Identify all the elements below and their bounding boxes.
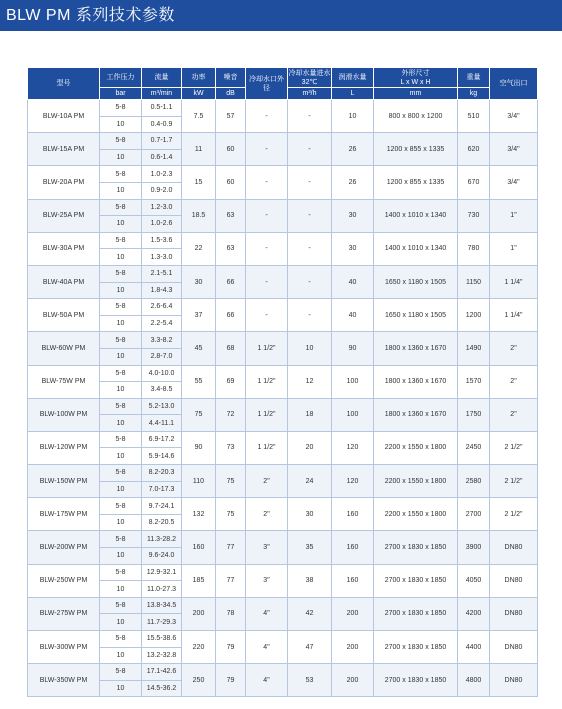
air-outlet-cell: 2" [490,332,538,365]
air-outlet-cell: DN80 [490,531,538,564]
pressure-cell: 5-8 [100,398,142,415]
flow-cell: 11.0-27.3 [142,581,182,598]
cooling-outlet-cell: 4" [246,631,288,664]
flow-cell: 8.2-20.3 [142,465,182,482]
flow-cell: 2.2-5.4 [142,315,182,332]
flow-cell: 2.1-5.1 [142,265,182,282]
weight-cell: 670 [458,166,490,199]
table-row [28,597,538,630]
weight-cell: 620 [458,133,490,166]
weight-cell: 4400 [458,631,490,664]
unit-power: kW [182,88,216,100]
pressure-cell: 10 [100,149,142,166]
table-row [28,431,538,464]
unit-pressure: bar [100,88,142,100]
lube-water-cell: 200 [332,631,374,664]
lube-water-cell: 200 [332,597,374,630]
cooling-water-cell: - [288,265,332,298]
model-cell: BLW-75W PM [28,365,100,398]
table-row [28,100,538,133]
cooling-water-cell: 18 [288,398,332,431]
lube-water-cell: 30 [332,232,374,265]
weight-cell: 1570 [458,365,490,398]
pressure-cell: 5-8 [100,564,142,581]
cooling-water-cell: 38 [288,564,332,597]
spec-table [27,67,538,697]
flow-cell: 12.9-32.1 [142,564,182,581]
cooling-outlet-cell: 1 1/2" [246,398,288,431]
model-cell: BLW-350W PM [28,664,100,697]
weight-cell: 4050 [458,564,490,597]
lube-water-cell: 100 [332,398,374,431]
lube-water-cell: 100 [332,365,374,398]
model-cell: BLW-100W PM [28,398,100,431]
noise-cell: 60 [216,166,246,199]
dimensions-cell: 1800 x 1360 x 1670 [374,398,458,431]
lube-water-cell: 120 [332,465,374,498]
noise-cell: 63 [216,199,246,232]
cooling-outlet-cell: - [246,199,288,232]
lube-water-cell: 200 [332,664,374,697]
pressure-cell: 10 [100,382,142,399]
air-outlet-cell: DN80 [490,664,538,697]
weight-cell: 2580 [458,465,490,498]
cooling-water-cell: - [288,299,332,332]
flow-cell: 2.8-7.0 [142,348,182,365]
lube-water-cell: 90 [332,332,374,365]
model-cell: BLW-60W PM [28,332,100,365]
cooling-outlet-cell: 1 1/2" [246,365,288,398]
cooling-water-cell: 24 [288,465,332,498]
pressure-cell: 5-8 [100,365,142,382]
flow-cell: 1.0-2.6 [142,216,182,233]
flow-cell: 11.7-29.3 [142,614,182,631]
model-cell: BLW-40A PM [28,265,100,298]
pressure-cell: 10 [100,581,142,598]
header-dimensions [374,68,458,88]
cooling-outlet-cell: - [246,265,288,298]
cooling-outlet-cell: 3" [246,531,288,564]
noise-cell: 79 [216,631,246,664]
flow-cell: 13.8-34.5 [142,597,182,614]
weight-cell: 2700 [458,498,490,531]
power-cell: 110 [182,465,216,498]
pressure-cell: 5-8 [100,332,142,349]
pressure-cell: 5-8 [100,166,142,183]
noise-cell: 75 [216,498,246,531]
air-outlet-cell: 1 1/4" [490,299,538,332]
header-dimensions-sub: L x W x H [400,78,431,86]
table-row [28,232,538,265]
table-row [28,631,538,664]
flow-cell: 1.8-4.3 [142,282,182,299]
dimensions-cell: 2200 x 1550 x 1800 [374,431,458,464]
pressure-cell: 5-8 [100,531,142,548]
noise-cell: 66 [216,265,246,298]
power-cell: 160 [182,531,216,564]
header-dimensions-label: 外形尺寸 [401,69,430,77]
pressure-cell: 5-8 [100,265,142,282]
flow-cell: 6.9-17.2 [142,431,182,448]
model-cell: BLW-300W PM [28,631,100,664]
power-cell: 250 [182,664,216,697]
power-cell: 15 [182,166,216,199]
flow-cell: 15.5-38.6 [142,631,182,648]
dimensions-cell: 1200 x 855 x 1335 [374,166,458,199]
flow-cell: 0.9-2.0 [142,182,182,199]
lube-water-cell: 30 [332,199,374,232]
cooling-outlet-cell: - [246,232,288,265]
pressure-cell: 10 [100,548,142,565]
air-outlet-cell: 1" [490,232,538,265]
cooling-water-cell: 12 [288,365,332,398]
cooling-outlet-cell: 3" [246,564,288,597]
model-cell: BLW-30A PM [28,232,100,265]
pressure-cell: 10 [100,182,142,199]
dimensions-cell: 1650 x 1180 x 1505 [374,299,458,332]
noise-cell: 73 [216,431,246,464]
flow-cell: 9.6-24.0 [142,548,182,565]
flow-cell: 4.4-11.1 [142,415,182,432]
dimensions-cell: 800 x 800 x 1200 [374,100,458,133]
lube-water-cell: 160 [332,498,374,531]
air-outlet-cell: DN80 [490,564,538,597]
flow-cell: 7.0-17.3 [142,481,182,498]
table-row [28,498,538,531]
noise-cell: 77 [216,564,246,597]
power-cell: 55 [182,365,216,398]
power-cell: 22 [182,232,216,265]
noise-cell: 72 [216,398,246,431]
pressure-cell: 5-8 [100,299,142,316]
model-cell: BLW-25A PM [28,199,100,232]
lube-water-cell: 40 [332,265,374,298]
pressure-cell: 10 [100,282,142,299]
air-outlet-cell: 3/4" [490,133,538,166]
model-cell: BLW-20A PM [28,166,100,199]
power-cell: 11 [182,133,216,166]
cooling-outlet-cell: - [246,299,288,332]
unit-lube-water: L [332,88,374,100]
dimensions-cell: 2200 x 1550 x 1800 [374,465,458,498]
power-cell: 90 [182,431,216,464]
table-row [28,564,538,597]
pressure-cell: 5-8 [100,465,142,482]
header-noise: 噪音 [216,68,246,88]
cooling-water-cell: - [288,133,332,166]
unit-cooling-water: m³/h [288,88,332,100]
weight-cell: 4200 [458,597,490,630]
cooling-water-cell: 42 [288,597,332,630]
model-cell: BLW-15A PM [28,133,100,166]
flow-cell: 13.2-32.8 [142,647,182,664]
header-weight: 重量 [458,68,490,88]
dimensions-cell: 1400 x 1010 x 1340 [374,199,458,232]
cooling-water-cell: - [288,199,332,232]
flow-cell: 17.1-42.6 [142,664,182,681]
flow-cell: 1.0-2.3 [142,166,182,183]
model-cell: BLW-50A PM [28,299,100,332]
pressure-cell: 5-8 [100,597,142,614]
cooling-water-cell: 53 [288,664,332,697]
pressure-cell: 10 [100,415,142,432]
pressure-cell: 10 [100,249,142,266]
weight-cell: 4800 [458,664,490,697]
lube-water-cell: 26 [332,166,374,199]
noise-cell: 63 [216,232,246,265]
flow-cell: 0.4-0.9 [142,116,182,133]
cooling-outlet-cell: 1 1/2" [246,332,288,365]
pressure-cell: 5-8 [100,631,142,648]
lube-water-cell: 40 [332,299,374,332]
cooling-outlet-cell: 4" [246,597,288,630]
cooling-outlet-cell: 4" [246,664,288,697]
header-flow: 流量 [142,68,182,88]
noise-cell: 77 [216,531,246,564]
cooling-water-cell: - [288,100,332,133]
pressure-cell: 10 [100,514,142,531]
cooling-outlet-cell: - [246,133,288,166]
flow-cell: 14.5-36.2 [142,680,182,697]
dimensions-cell: 2700 x 1830 x 1850 [374,597,458,630]
pressure-cell: 10 [100,481,142,498]
lube-water-cell: 160 [332,531,374,564]
cooling-water-cell: - [288,232,332,265]
weight-cell: 730 [458,199,490,232]
pressure-cell: 5-8 [100,133,142,150]
table-row [28,465,538,498]
dimensions-cell: 1800 x 1360 x 1670 [374,332,458,365]
power-cell: 75 [182,398,216,431]
pressure-cell: 5-8 [100,100,142,117]
lube-water-cell: 160 [332,564,374,597]
air-outlet-cell: 2" [490,365,538,398]
unit-weight: kg [458,88,490,100]
weight-cell: 780 [458,232,490,265]
power-cell: 200 [182,597,216,630]
model-cell: BLW-150W PM [28,465,100,498]
model-cell: BLW-200W PM [28,531,100,564]
dimensions-cell: 2700 x 1830 x 1850 [374,631,458,664]
pressure-cell: 10 [100,614,142,631]
pressure-cell: 10 [100,116,142,133]
cooling-outlet-cell: - [246,166,288,199]
pressure-cell: 5-8 [100,498,142,515]
power-cell: 132 [182,498,216,531]
header-cooling-water: 冷却水量进水 32℃ [288,69,331,86]
header-lube-water: 润滑水量 [332,68,374,88]
unit-dimensions: mm [374,88,458,100]
air-outlet-cell: 3/4" [490,166,538,199]
air-outlet-cell: 1 1/4" [490,265,538,298]
table-row [28,133,538,166]
page-title: BLW PM 系列技术参数 [0,0,562,31]
air-outlet-cell: 1" [490,199,538,232]
cooling-outlet-cell: 2" [246,465,288,498]
flow-cell: 0.5-1.1 [142,100,182,117]
model-cell: BLW-10A PM [28,100,100,133]
header-air-outlet: 空气出口 [490,68,538,100]
model-cell: BLW-120W PM [28,431,100,464]
air-outlet-cell: DN80 [490,631,538,664]
flow-cell: 3.3-8.2 [142,332,182,349]
table-row [28,664,538,697]
noise-cell: 69 [216,365,246,398]
weight-cell: 1750 [458,398,490,431]
header-pressure: 工作压力 [100,68,142,88]
air-outlet-cell: 2 1/2" [490,498,538,531]
power-cell: 185 [182,564,216,597]
flow-cell: 11.3-28.2 [142,531,182,548]
model-cell: BLW-275W PM [28,597,100,630]
pressure-cell: 10 [100,348,142,365]
dimensions-cell: 1400 x 1010 x 1340 [374,232,458,265]
pressure-cell: 10 [100,315,142,332]
header-cooling-outlet: 冷却水口外径 [246,68,288,100]
power-cell: 220 [182,631,216,664]
power-cell: 30 [182,265,216,298]
flow-cell: 1.2-3.0 [142,199,182,216]
cooling-outlet-cell: - [246,100,288,133]
noise-cell: 79 [216,664,246,697]
noise-cell: 60 [216,133,246,166]
cooling-water-cell: 47 [288,631,332,664]
flow-cell: 9.7-24.1 [142,498,182,515]
dimensions-cell: 1650 x 1180 x 1505 [374,265,458,298]
weight-cell: 510 [458,100,490,133]
table-row [28,398,538,431]
model-cell: BLW-175W PM [28,498,100,531]
lube-water-cell: 26 [332,133,374,166]
cooling-water-cell: 10 [288,332,332,365]
cooling-water-cell: - [288,166,332,199]
noise-cell: 68 [216,332,246,365]
weight-cell: 1490 [458,332,490,365]
air-outlet-cell: 2 1/2" [490,465,538,498]
table-row [28,365,538,398]
air-outlet-cell: 2" [490,398,538,431]
air-outlet-cell: 2 1/2" [490,431,538,464]
cooling-water-cell: 35 [288,531,332,564]
table-row [28,265,538,298]
weight-cell: 3900 [458,531,490,564]
table-row [28,531,538,564]
table-row [28,166,538,199]
lube-water-cell: 120 [332,431,374,464]
pressure-cell: 10 [100,216,142,233]
flow-cell: 3.4-8.5 [142,382,182,399]
pressure-cell: 5-8 [100,232,142,249]
noise-cell: 66 [216,299,246,332]
air-outlet-cell: DN80 [490,597,538,630]
unit-flow: m³/min [142,88,182,100]
header-model: 型号 [28,68,100,100]
flow-cell: 2.6-6.4 [142,299,182,316]
flow-cell: 5.9-14.6 [142,448,182,465]
flow-cell: 5.2-13.0 [142,398,182,415]
noise-cell: 57 [216,100,246,133]
flow-cell: 8.2-20.5 [142,514,182,531]
power-cell: 18.5 [182,199,216,232]
weight-cell: 1150 [458,265,490,298]
dimensions-cell: 2700 x 1830 x 1850 [374,564,458,597]
dimensions-cell: 2700 x 1830 x 1850 [374,531,458,564]
header-power: 功率 [182,68,216,88]
pressure-cell: 10 [100,448,142,465]
table-row [28,299,538,332]
cooling-water-cell: 20 [288,431,332,464]
pressure-cell: 10 [100,647,142,664]
lube-water-cell: 10 [332,100,374,133]
weight-cell: 2450 [458,431,490,464]
power-cell: 37 [182,299,216,332]
model-cell: BLW-250W PM [28,564,100,597]
pressure-cell: 5-8 [100,431,142,448]
table-row [28,332,538,365]
cooling-water-cell: 30 [288,498,332,531]
power-cell: 45 [182,332,216,365]
pressure-cell: 5-8 [100,664,142,681]
dimensions-cell: 2200 x 1550 x 1800 [374,498,458,531]
dimensions-cell: 2700 x 1830 x 1850 [374,664,458,697]
cooling-outlet-cell: 1 1/2" [246,431,288,464]
flow-cell: 0.6-1.4 [142,149,182,166]
flow-cell: 0.7-1.7 [142,133,182,150]
power-cell: 7.5 [182,100,216,133]
unit-noise: dB [216,88,246,100]
pressure-cell: 5-8 [100,199,142,216]
weight-cell: 1200 [458,299,490,332]
noise-cell: 78 [216,597,246,630]
pressure-cell: 10 [100,680,142,697]
flow-cell: 4.0-10.0 [142,365,182,382]
table-row [28,199,538,232]
dimensions-cell: 1200 x 855 x 1335 [374,133,458,166]
noise-cell: 75 [216,465,246,498]
air-outlet-cell: 3/4" [490,100,538,133]
cooling-outlet-cell: 2" [246,498,288,531]
flow-cell: 1.3-3.0 [142,249,182,266]
dimensions-cell: 1800 x 1360 x 1670 [374,365,458,398]
flow-cell: 1.5-3.6 [142,232,182,249]
